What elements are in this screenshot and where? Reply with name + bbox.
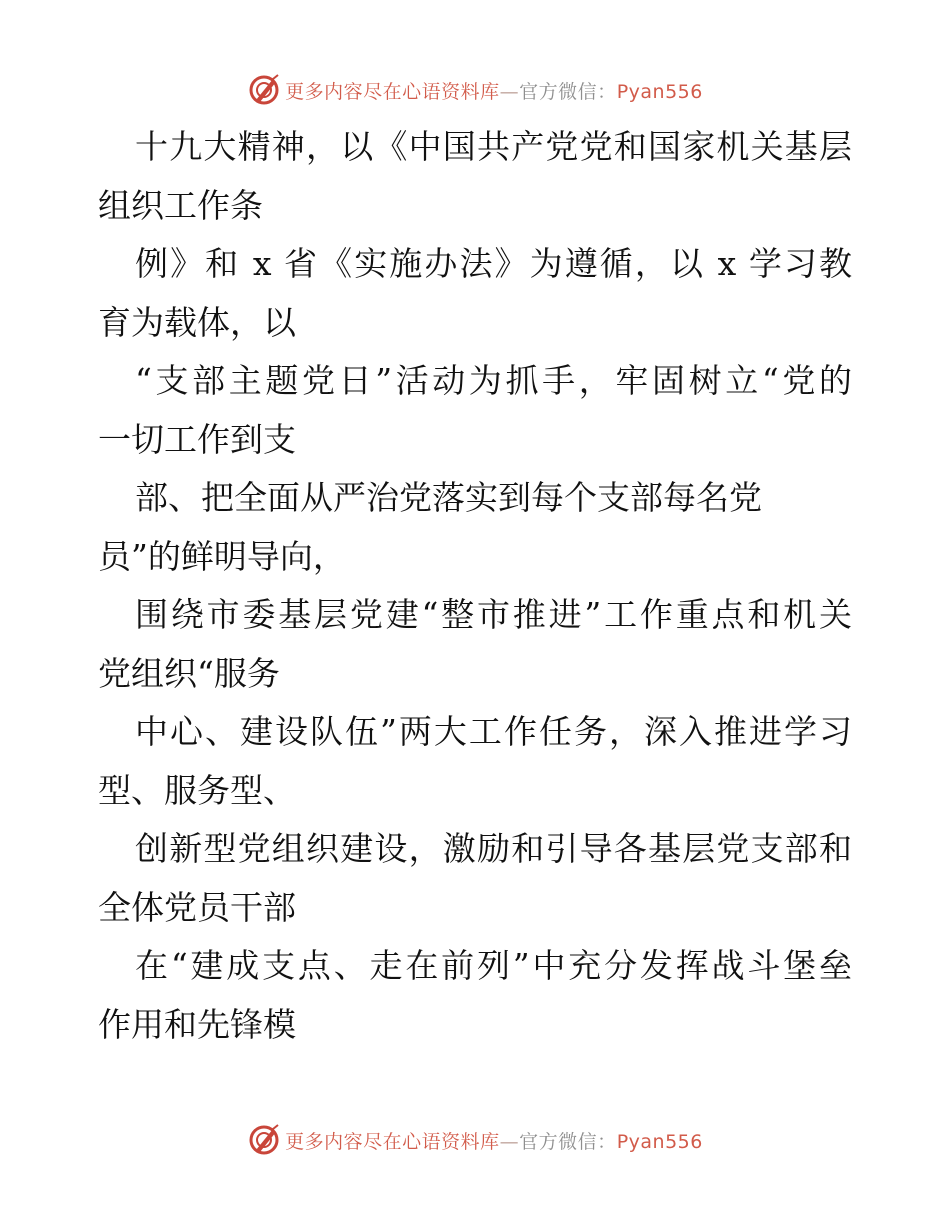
body-line: 全体党员干部: [98, 887, 296, 927]
document-body: [98, 118, 852, 1054]
quill-pen-logo-icon: [247, 73, 281, 107]
quill-pen-logo-icon: [247, 1123, 281, 1157]
footer-site-name: 更多内容尽在心语资料库: [285, 1130, 500, 1153]
body-line: 在“建成支点、走在前列”中充分发挥战斗堡垒: [135, 946, 852, 985]
header-wechat-label: 官方微信：: [519, 80, 617, 103]
body-line: 一切工作到支: [98, 419, 296, 459]
footer-separator: —: [499, 1130, 520, 1153]
footer-text: [285, 1127, 703, 1154]
body-line: 部、把全面从严治党落实到每个支部每名党: [135, 478, 762, 517]
header-banner: [0, 70, 950, 110]
footer-wechat-label: 官方微信：: [519, 1130, 617, 1153]
header-text: [285, 77, 703, 104]
header-separator: —: [499, 80, 520, 103]
body-line: 中心、建设队伍”两大工作任务，深入推进学习: [135, 712, 852, 751]
footer-wechat-account: Pyan556: [616, 1130, 703, 1153]
body-line: 围绕市委基层党建“整市推进”工作重点和机关: [135, 595, 852, 634]
body-line: 作用和先锋模: [98, 1004, 296, 1044]
body-line: 育为载体，以: [98, 302, 296, 342]
body-line: 十九大精神，以《中国共产党党和国家机关基层: [135, 127, 852, 166]
header-site-name: 更多内容尽在心语资料库: [285, 80, 500, 103]
body-line: 例》和 x 省《实施办法》为遵循，以 x 学习教: [135, 244, 852, 283]
body-line: 创新型党组织建设，激励和引导各基层党支部和: [135, 829, 852, 868]
body-line: “支部主题党日”活动为抓手，牢固树立“党的: [135, 361, 852, 400]
footer-banner: [0, 1120, 950, 1160]
body-line: 员”的鲜明导向，: [98, 536, 346, 576]
body-line: 型、服务型、: [98, 770, 296, 810]
body-line: 党组织“服务: [98, 653, 280, 693]
header-wechat-account: Pyan556: [616, 80, 703, 103]
body-line: 组织工作条: [98, 185, 263, 225]
